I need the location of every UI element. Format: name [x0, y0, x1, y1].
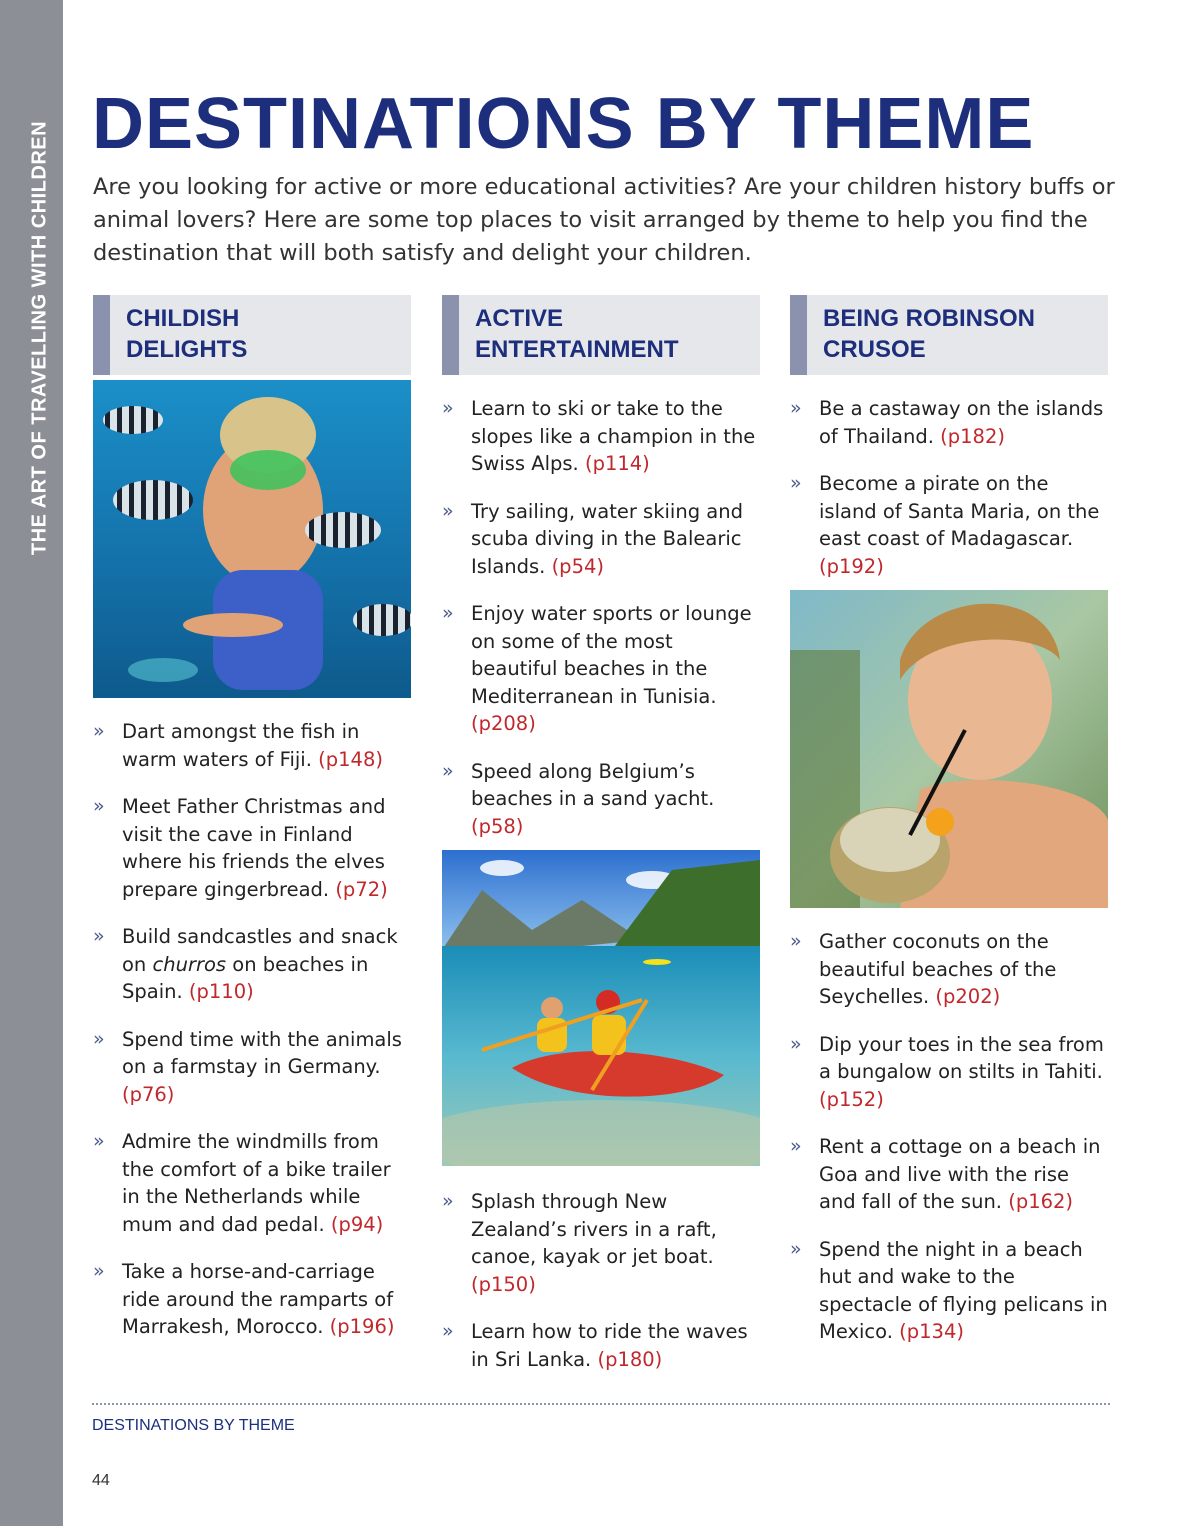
heading-line: CRUSOE: [823, 336, 926, 363]
page-title: DESTINATIONS BY THEME: [92, 84, 1035, 164]
page-reference: (p180): [597, 1347, 663, 1371]
double-chevron-right-icon: »: [790, 472, 802, 494]
list-item: » Gather coconuts on the beautiful beaches of the Seychelles. (p202): [790, 930, 1057, 1008]
page-reference: (p196): [329, 1315, 395, 1338]
list-item: » Dart amongst the fish in warm waters of Fiji. (p148): [93, 720, 383, 771]
list-item: » Splash through New Zealand’s rivers in a raft, canoe, kayak or jet boat. (p150): [442, 1190, 717, 1296]
double-chevron-right-icon: »: [93, 1130, 105, 1152]
page-reference: (p150): [471, 1272, 536, 1296]
footer-section-label: DESTINATIONS BY THEME: [92, 1417, 295, 1434]
heading-line: CHILDISH: [126, 305, 240, 332]
page-reference: (p114): [584, 452, 650, 475]
double-chevron-right-icon: »: [442, 759, 454, 782]
double-chevron-right-icon: »: [93, 1027, 105, 1050]
double-chevron-right-icon: »: [93, 795, 105, 817]
snorkel-photo: [93, 380, 411, 698]
double-chevron-right-icon: »: [790, 397, 802, 419]
double-chevron-right-icon: »: [442, 602, 454, 624]
page-reference: (p76): [122, 1082, 175, 1106]
list-item: » Spend the night in a beach hut and wake to the spectacle of flying pelicans in Mexico. (p134): [790, 1237, 1108, 1343]
coconut-boy-photo: [790, 590, 1108, 908]
column-heading: [93, 295, 411, 375]
page-reference: (p94): [330, 1212, 384, 1236]
double-chevron-right-icon: »: [790, 1032, 802, 1055]
list-item: » Learn to ski or take to the slopes like a champion in the Swiss Alps. (p114): [442, 397, 756, 475]
list-item: » Spend time with the animals on a farmstay in Germany. (p76): [93, 1027, 402, 1106]
double-chevron-right-icon: »: [442, 1190, 454, 1212]
list-item: » Be a castaway on the islands of Thailand. (p182): [790, 397, 1104, 448]
page-reference: (p134): [899, 1320, 964, 1343]
list-item: » Admire the windmills from the comfort of a bike trailer in the Netherlands while mum and dad pedal. (p94): [93, 1130, 391, 1236]
heading-line: ACTIVE: [475, 305, 564, 332]
column-childish-delights: [93, 295, 411, 1341]
list-item: » Learn how to ride the waves in Sri Lanka. (p180): [442, 1320, 748, 1371]
double-chevron-right-icon: »: [442, 499, 454, 522]
list-item: » Build sandcastles and snack on churros on beaches in Spain. (p110): [93, 925, 398, 1003]
double-chevron-right-icon: »: [790, 1237, 802, 1260]
list-item: » Become a pirate on the island of Santa Maria, on the east coast of Madagascar. (p192): [790, 472, 1100, 578]
heading-line: ENTERTAINMENT: [475, 336, 679, 363]
heading-line: BEING ROBINSON: [823, 305, 1036, 332]
double-chevron-right-icon: »: [442, 1320, 454, 1342]
page-reference: (p54): [551, 554, 604, 578]
column-active-entertainment: [442, 295, 760, 1373]
list-item: » Enjoy water sports or lounge on some of the most beautiful beaches in the Mediterranean in Tunisia. (p208): [442, 602, 752, 735]
list-item: » Try sailing, water skiing and scuba diving in the Balearic Islands. (p54): [442, 499, 743, 578]
heading-line: DELIGHTS: [126, 336, 248, 363]
double-chevron-right-icon: »: [93, 720, 105, 742]
intro-paragraph: Are you looking for active or more educational activities? Are your children history buffs or animal lovers? Here are some top places to visit arranged by theme to help you find the destination that will both satisfy and delight your children.: [93, 174, 1115, 266]
double-chevron-right-icon: »: [93, 1260, 105, 1282]
page-reference: (p152): [819, 1087, 884, 1111]
page-reference: (p72): [335, 877, 388, 901]
page-reference: (p148): [318, 747, 383, 771]
running-head: THE ART OF TRAVELLING WITH CHILDREN: [28, 120, 51, 556]
footer-divider: [92, 1403, 1110, 1405]
column-heading: [442, 295, 760, 375]
page-reference: (p162): [1008, 1190, 1074, 1213]
page-reference: (p192): [819, 554, 884, 578]
kayak-photo: [442, 850, 760, 1168]
double-chevron-right-icon: »: [790, 1135, 802, 1157]
column-being-robinson-crusoe: [790, 295, 1108, 1346]
double-chevron-right-icon: »: [790, 930, 802, 952]
page-reference: (p58): [471, 814, 524, 838]
list-item: » Rent a cottage on a beach in Goa and live with the rise and fall of the sun. (p162): [790, 1135, 1101, 1213]
column-heading: [790, 295, 1108, 375]
list-item: » Dip your toes in the sea from a bungalow on stilts in Tahiti. (p152): [790, 1032, 1104, 1111]
double-chevron-right-icon: »: [442, 397, 454, 419]
double-chevron-right-icon: »: [93, 925, 105, 947]
page-reference: (p208): [471, 712, 536, 735]
page-reference: (p202): [935, 985, 1001, 1008]
page-reference: (p182): [940, 424, 1005, 448]
page-number: 44: [92, 1472, 110, 1489]
page-reference: (p110): [188, 980, 254, 1003]
list-item: » Take a horse-and-carriage ride around the ramparts of Marrakesh, Morocco. (p196): [93, 1260, 395, 1338]
side-band: [0, 0, 63, 1526]
list-item: » Speed along Belgium’s beaches in a sand yacht. (p58): [442, 759, 715, 838]
list-item: » Meet Father Christmas and visit the cave in Finland where his friends the elves prepare gingerbread. (p72): [93, 795, 388, 901]
